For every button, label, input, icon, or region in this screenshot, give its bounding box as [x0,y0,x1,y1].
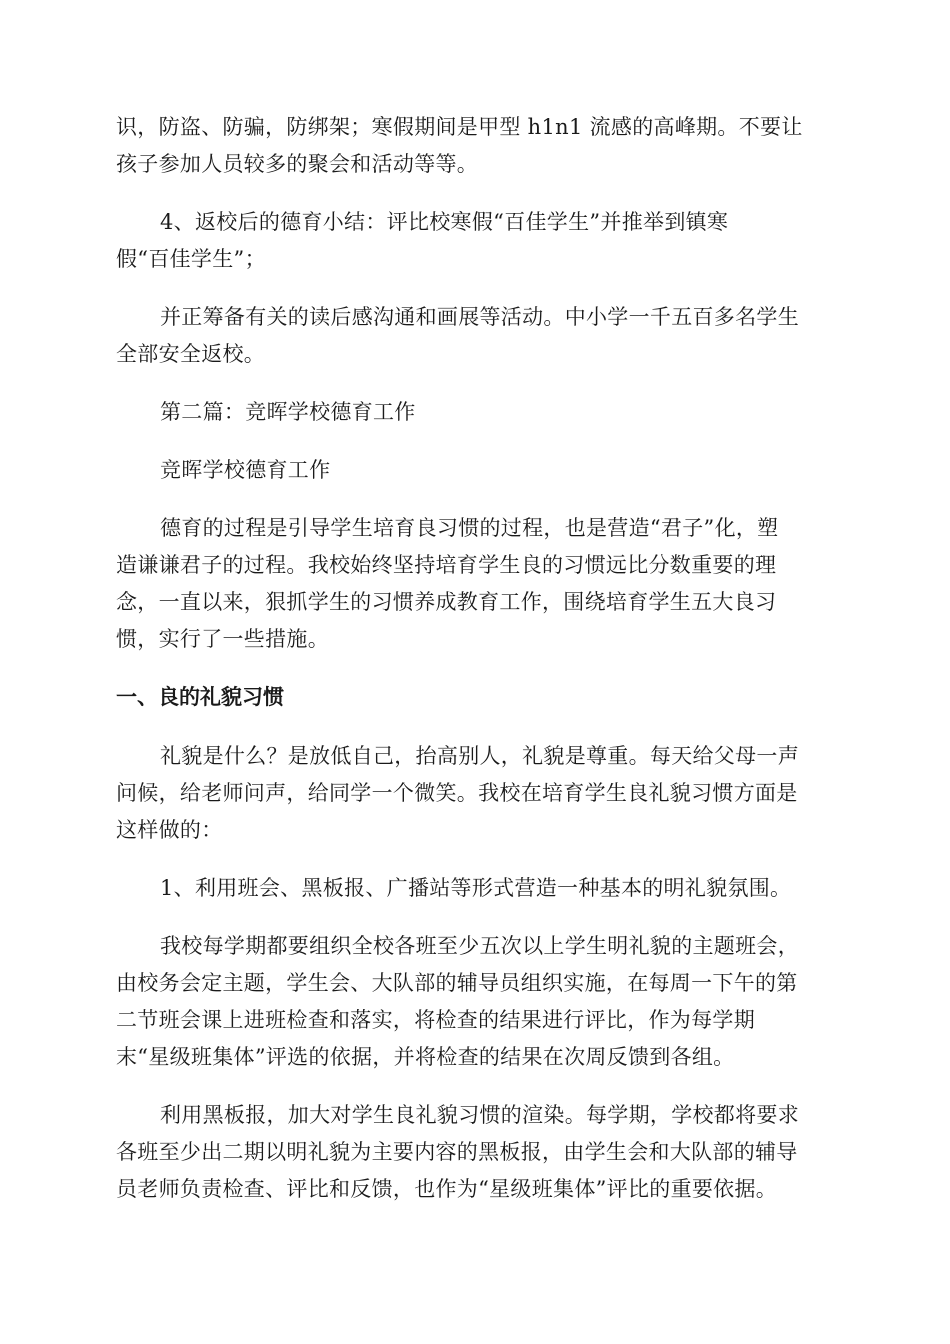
paragraph-return-summary [116,204,834,278]
section-title-second-article: 第二篇：竞晖学校德育工作 [160,400,416,424]
text-line: 利用黑板报，加大对学生良礼貌习惯的渲染。每学期，学校都将要求 [160,1103,799,1127]
text-line: 识，防盗、防骗，防绑架；寒假期间是甲型 h1n1 流感的高峰期。不要让 [116,115,803,139]
text-line: 造谦谦君子的过程。我校始终坚持培育学生良的习惯远比分数重要的理 [116,553,777,577]
paragraph-class-meetings [116,928,834,1076]
text-line: 念，一直以来，狠抓学生的习惯养成教育工作，围绕培育学生五大良习 [116,590,777,614]
text-line: 各班至少出二期以明礼貌为主要内容的黑板报，由学生会和大队部的辅导 [116,1140,798,1164]
text-line: 这样做的： [116,818,223,842]
text-line: 末“星级班集体”评选的依据，并将检查的结果在次周反馈到各组。 [116,1045,735,1069]
article-title: 竞晖学校德育工作 [160,458,331,482]
text-line: 并正筹备有关的读后感沟通和画展等活动。中小学一千五百多名学生 [160,305,799,329]
text-line: 礼貌是什么？是放低自己，抬高别人，礼貌是尊重。每天给父母一声 [160,744,799,768]
heading-courtesy-habits: 一、良的礼貌习惯 [116,685,284,709]
text-line: 二节班会课上进班检查和落实，将检查的结果进行评比，作为每学期 [116,1008,755,1032]
text-line: 4、返校后的德育小结：评比校寒假“百佳学生”并推举到镇寒 [160,210,729,234]
text-line: 问候，给老师问声，给同学一个微笑。我校在培育学生良礼貌习惯方面是 [116,781,798,805]
text-line: 由校务会定主题，学生会、大队部的辅导员组织实施，在每周一下午的第 [116,971,798,995]
text-line: 我校每学期都要组织全校各班至少五次以上学生明礼貌的主题班会， [160,934,799,958]
document-page [116,109,834,1229]
text-line: 全部安全返校。 [116,342,266,366]
paragraph-moral-education-intro [116,510,834,658]
paragraph-item-one: 1、利用班会、黑板报、广播站等形式营造一种基本的明礼貌氛围。 [160,876,792,900]
text-line: 孩子参加人员较多的聚会和活动等等。 [116,152,479,176]
paragraph-what-is-courtesy [116,738,834,849]
paragraph-activities [116,299,834,373]
text-line: 德育的过程是引导学生培育良习惯的过程，也是营造“君子”化，塑 [160,516,779,540]
text-line: 假“百佳学生”； [116,247,266,271]
paragraph-blackboard [116,1097,834,1208]
text-line: 员老师负责检查、评比和反馈，也作为“星级班集体”评比的重要依据。 [116,1177,778,1201]
text-line: 惯，实行了一些措施。 [116,627,329,651]
paragraph-safety-tips [116,109,834,183]
